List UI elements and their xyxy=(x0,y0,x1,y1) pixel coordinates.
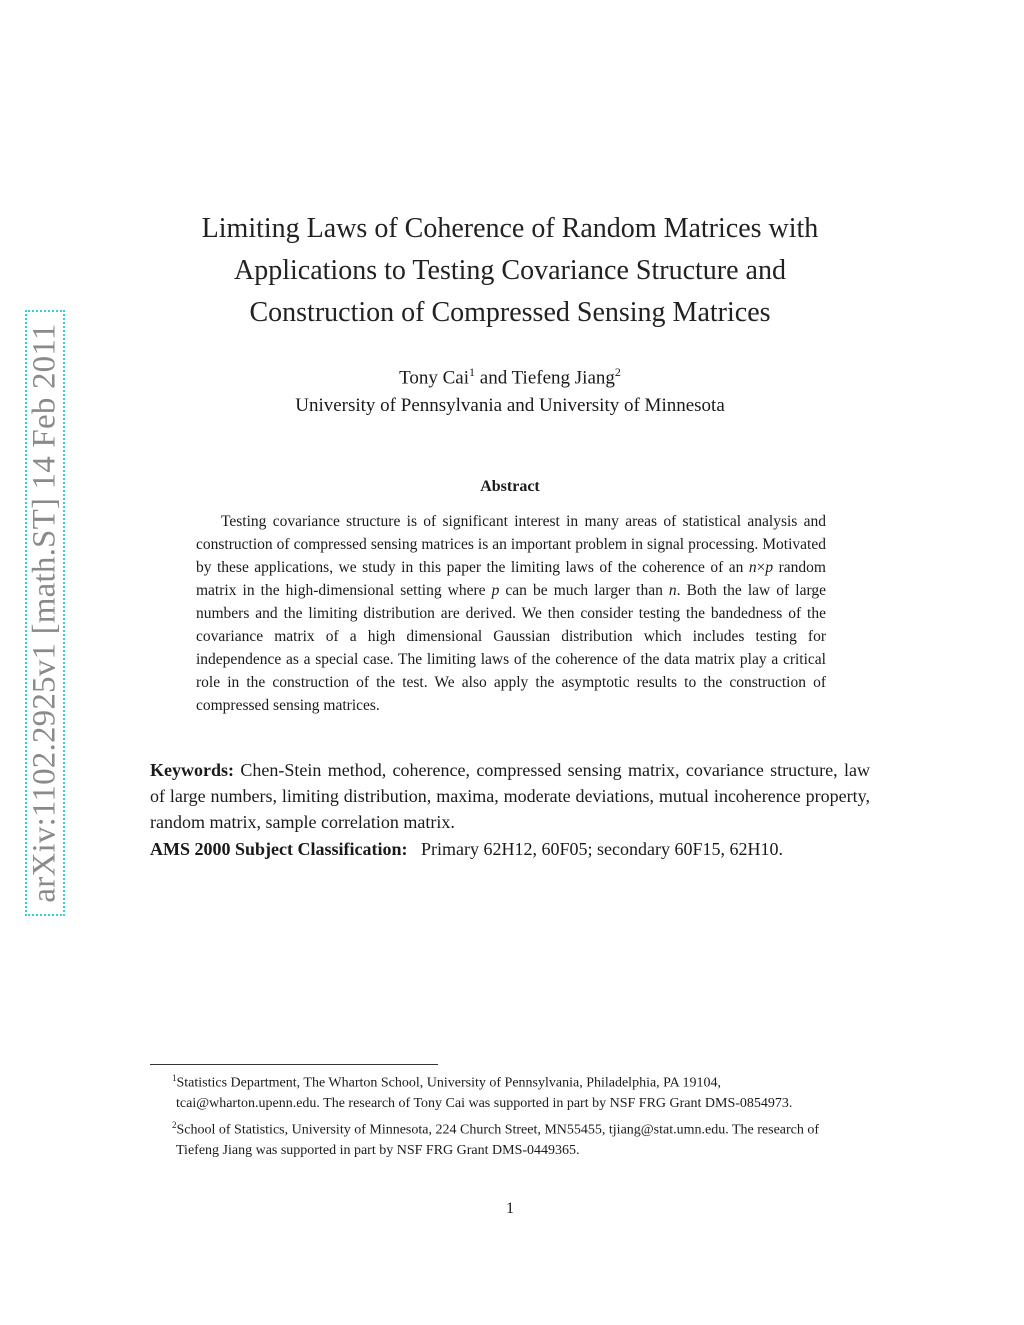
math-p-2: p xyxy=(491,582,500,599)
keywords-label: Keywords: xyxy=(150,760,234,780)
ams-label: AMS 2000 Subject Classification: xyxy=(150,839,408,859)
footnote-2-mark: 2 xyxy=(172,1119,177,1130)
author-conjunction: and xyxy=(475,367,512,389)
footnote-1 xyxy=(150,1068,850,1115)
abstract-text-4: . Both the law of large numbers and the limiting distribution are derived. We then consider testing the bandedness of the covariance matrix of a high dimensional Gaussian distribution which includes testing for independence as a special case. The limiting laws of the coherence of the data matrix play a critical role in the construction of the test. We also apply the asymptotic results to the construction of compressed sensing matrices. xyxy=(196,582,826,714)
footnote-1-text: Statistics Department, The Wharton School, University of Pennsylvania, Philadelphia, PA 19104, tcai@wharton.upenn.edu. The research of Tony Cai was supported in part by NSF FRG Grant DMS-0854973. xyxy=(176,1075,793,1112)
author-2-footnote-mark: 2 xyxy=(614,365,621,379)
paper-title xyxy=(150,208,870,334)
keywords-text: Chen-Stein method, coherence, compressed sensing matrix, covariance structure, law of large numbers, limiting distribution, maxima, moderate deviations, mutual incoherence property, random matrix, sample correlation matrix. xyxy=(150,760,870,832)
abstract-heading: Abstract xyxy=(480,478,540,495)
math-n-2: n xyxy=(668,582,677,599)
author-names xyxy=(150,358,870,392)
math-n: n xyxy=(748,559,757,576)
footnote-rule xyxy=(150,1064,438,1065)
ams-classification xyxy=(150,836,890,862)
author-block xyxy=(150,358,870,420)
math-times: × xyxy=(756,559,766,576)
abstract-text-2: random matrix in the high-dimensional setting where xyxy=(196,559,826,599)
author-affiliation: University of Pennsylvania and University of Minnesota xyxy=(295,395,725,417)
keywords-paragraph xyxy=(150,757,870,835)
title-line-3: Construction of Compressed Sensing Matrices xyxy=(249,297,771,328)
ams-text: Primary 62H12, 60F05; secondary 60F15, 62H10. xyxy=(421,839,783,859)
title-line-1: Limiting Laws of Coherence of Random Matrices with xyxy=(201,213,819,244)
abstract-text-3: can be much larger than xyxy=(499,582,669,599)
page-number: 1 xyxy=(506,1200,514,1217)
arxiv-stamp xyxy=(25,310,65,916)
footnotes xyxy=(150,1068,850,1161)
abstract-body xyxy=(196,510,826,717)
footnote-2-text: School of Statistics, University of Minnesota, 224 Church Street, MN55455, tjiang@stat.umn.edu. The research of Tiefeng Jiang was supported in part by NSF FRG Grant DMS-0449365. xyxy=(176,1122,820,1158)
abstract-text-1: Testing covariance structure is of significant interest in many areas of statistical analysis and construction of compressed sensing matrices is an important problem in signal processing. Motivated by these applications, we study in this paper the limiting laws of the coherence of an xyxy=(196,513,826,576)
author-2-name: Tiefeng Jiang xyxy=(511,367,615,389)
title-line-2: Applications to Testing Covariance Structure and xyxy=(234,255,786,286)
footnote-1-mark: 1 xyxy=(172,1073,177,1083)
author-1-footnote-mark: 1 xyxy=(469,365,476,379)
author-1-name: Tony Cai xyxy=(399,367,470,389)
footnote-2 xyxy=(150,1115,850,1162)
arxiv-stamp-text: arXiv:1102.2925v1 [math.ST] 14 Feb 2011 xyxy=(26,323,63,903)
math-p: p xyxy=(765,559,774,576)
